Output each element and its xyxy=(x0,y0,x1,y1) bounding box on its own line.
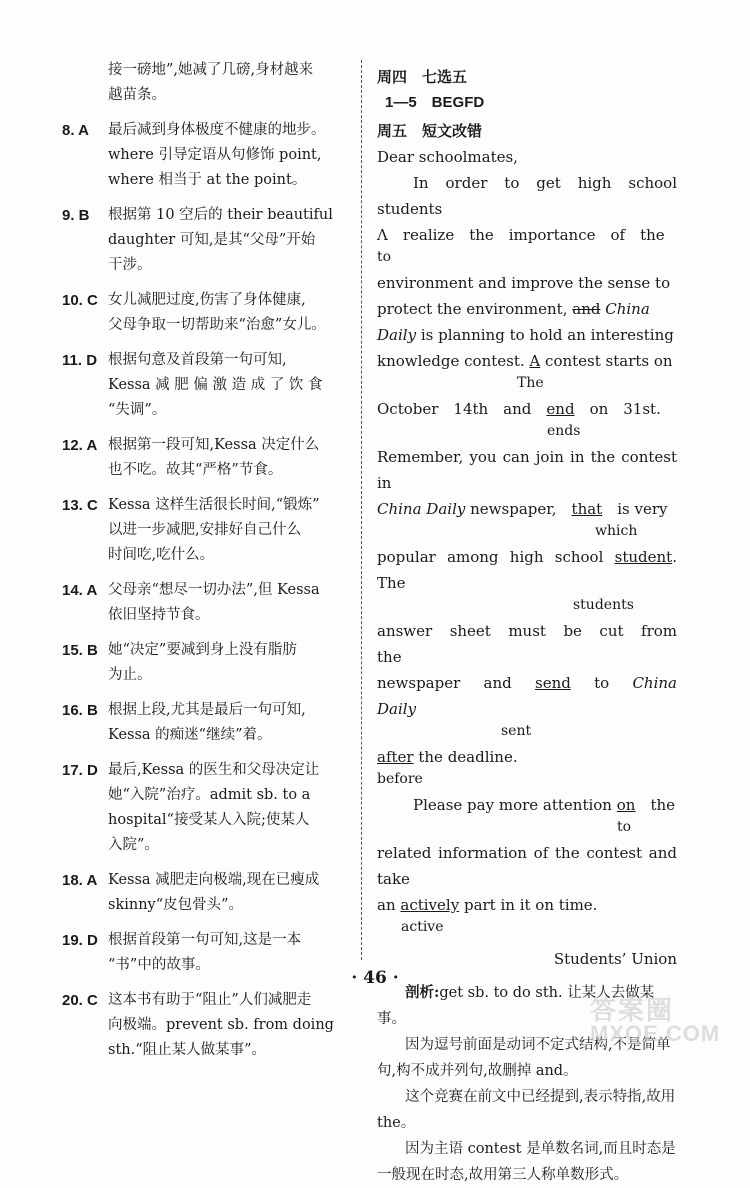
answer-explanation-line: 父母争取一切帮助来“治愈”女儿。 xyxy=(108,317,326,333)
letter-line: environment and improve the sense to xyxy=(377,274,671,292)
analysis-text: 剖析:get sb. to do sth. 让某人去做某事。 xyxy=(377,984,655,1027)
letter-line: knowledge contest. A contest starts on xyxy=(377,352,673,370)
letter-line: answer sheet must be cut from the xyxy=(377,622,693,666)
letter-greeting: Dear schoolmates, xyxy=(377,148,518,166)
answer-explanation-line: sth.“阻止某人做某事”。 xyxy=(108,1042,267,1058)
answer-number: 9. B xyxy=(62,207,90,224)
answer-item xyxy=(50,758,360,858)
answer-explanation-line: Kessa 减肥走向极端,现在已瘦成 xyxy=(108,872,320,888)
answer-explanation-line: where 相当于 at the point。 xyxy=(108,172,307,188)
letter-line: In order to get high school students xyxy=(377,174,677,218)
thursday-answer: 1—5 BEGFD xyxy=(385,94,485,111)
answer-explanation-line: Kessa 的痴迷“继续”着。 xyxy=(108,727,272,743)
correction: which xyxy=(595,523,638,539)
answer-number: 18. A xyxy=(62,872,98,889)
answer-number: 8. A xyxy=(62,122,89,139)
friday-heading: 周五 短文改错 xyxy=(377,122,483,140)
answer-number: 19. D xyxy=(62,932,98,949)
answer-explanation-line: 最后,Kessa 的医生和父母决定让 xyxy=(108,762,320,778)
deleted-word: and xyxy=(572,300,601,318)
analysis-text: 这个竞赛在前文中已经提到,表示特指,故用 the。 xyxy=(377,1089,676,1131)
letter-line: newspaper and send to China Daily xyxy=(377,674,677,718)
watermark-logo: 答案圈 MXQE.COM xyxy=(590,995,721,1046)
answer-number: 15. B xyxy=(62,642,98,659)
letter-line: related information of the contest and take xyxy=(377,844,677,888)
answer-explanation-line: 越苗条。 xyxy=(108,87,166,103)
answer-explanation-line: 最后减到身体极度不健康的地步。 xyxy=(108,122,326,138)
answer-explanation-line: 这本书有助于“阻止”人们减肥走 xyxy=(108,992,312,1008)
answer-number: 13. C xyxy=(62,497,98,514)
answer-number: 20. C xyxy=(62,992,98,1009)
answer-explanation-line: 根据上段,尤其是最后一句可知, xyxy=(108,702,306,718)
answer-number: 11. D xyxy=(62,352,98,369)
answer-item xyxy=(50,698,360,748)
correction: before xyxy=(377,771,423,787)
correction: to xyxy=(377,249,392,265)
letter-line: Please pay more attention on the xyxy=(413,796,676,814)
answer-explanation-line: “书”中的故事。 xyxy=(108,957,210,973)
letter-line: Remember, you can join in the contest in xyxy=(377,448,677,492)
answer-explanation-line: 接一磅地”,她减了几磅,身材越来 xyxy=(108,62,314,78)
answer-explanation-line: 干涉。 xyxy=(108,257,152,273)
answer-explanation-line: 她“入院”治疗。admit sb. to a xyxy=(108,787,311,803)
page-number: · 46 · xyxy=(351,968,399,988)
answer-item xyxy=(50,988,360,1063)
answer-explanation-line: hospital“接受某人入院;使某人 xyxy=(108,812,310,828)
answer-item xyxy=(50,868,360,918)
letter-line: Λ realize the importance of the xyxy=(377,226,665,244)
answer-explanation-line: skinny“皮包骨头”。 xyxy=(108,897,244,913)
answer-item xyxy=(50,433,360,483)
analysis-text: 因为主语 contest 是单数名词,而且时态是一般现在时态,故用第三人称单数形式。 xyxy=(377,1141,676,1183)
answer-explanation-line: “失调”。 xyxy=(108,402,167,418)
answer-explanation-line: 以进一步减肥,安排好自己什么 xyxy=(108,522,302,538)
answer-explanation-line: where 引导定语从句修饰 point, xyxy=(108,147,322,163)
letter-signature: Students’ Union xyxy=(553,950,677,968)
letter-line: an actively part in it on time. xyxy=(377,896,598,914)
letter-line: Daily is planning to hold an interesting xyxy=(377,326,674,344)
answer-item xyxy=(50,638,360,688)
letter-line: October 14th and end on 31st. xyxy=(377,400,661,418)
answer-number: 12. A xyxy=(62,437,98,454)
answer-item xyxy=(50,493,360,568)
answer-explanation-line: 依旧坚持节食。 xyxy=(108,607,210,623)
answer-number: 16. B xyxy=(62,702,98,719)
column-divider xyxy=(361,60,362,960)
answer-explanation-line: 女儿减肥过度,伤害了身体健康, xyxy=(108,292,306,308)
answer-explanation-line: 根据第 10 空后的 their beautiful xyxy=(108,207,333,223)
answer-explanation-line: Kessa 这样生活很长时间,“锻炼” xyxy=(108,497,320,513)
answer-explanation-line: 根据句意及首段第一句可知, xyxy=(108,352,287,368)
answer-explanation-line: 父母亲“想尽一切办法”,但 Kessa xyxy=(108,582,320,598)
letter-line: popular among high school student. The xyxy=(377,548,677,592)
correction: to xyxy=(617,819,632,835)
analysis-text: 因为逗号前面是动词不定式结构,不是简单句,构不成并列句,故删掉 and。 xyxy=(377,1037,671,1079)
answer-explanation-line: 向极端。prevent sb. from doing xyxy=(108,1017,334,1033)
answer-explanation-line: 她“决定”要减到身上没有脂肪 xyxy=(108,642,297,658)
answer-number: 10. C xyxy=(62,292,98,309)
correction: students xyxy=(573,597,634,613)
answer-explanation-line: 时间吃,吃什么。 xyxy=(108,547,215,563)
answer-explanation-line: 为止。 xyxy=(108,667,152,683)
letter-line: after the deadline. xyxy=(377,748,518,766)
answer-item xyxy=(50,578,360,628)
answer-explanation-line: 入院”。 xyxy=(108,837,159,853)
answer-explanation-line: 根据第一段可知,Kessa 决定什么 xyxy=(108,437,320,453)
correction: The xyxy=(517,375,544,391)
answer-explanation-line: daughter 可知,是其“父母”开始 xyxy=(108,232,316,248)
correction: ends xyxy=(547,423,581,439)
answer-explanation-line: Kessa 减 肥 偏 激 造 成 了 饮 食 xyxy=(108,377,323,393)
thursday-heading: 周四 七选五 xyxy=(377,68,468,86)
letter-line: protect the environment, and China xyxy=(377,300,650,318)
answer-explanation-line: 也不吃。故其“严格”节食。 xyxy=(108,462,283,478)
answer-item xyxy=(50,348,360,423)
answer-explanation-line: 根据首段第一句可知,这是一本 xyxy=(108,932,302,948)
correction: sent xyxy=(501,723,532,739)
answer-item xyxy=(50,58,360,108)
letter-line: China Daily newspaper, that is very xyxy=(377,500,668,518)
answer-number: 14. A xyxy=(62,582,98,599)
answer-item xyxy=(50,288,360,338)
answer-item xyxy=(50,203,360,278)
left-column xyxy=(50,58,360,1073)
correction: active xyxy=(401,919,444,935)
answer-item xyxy=(50,118,360,193)
answer-number: 17. D xyxy=(62,762,98,779)
